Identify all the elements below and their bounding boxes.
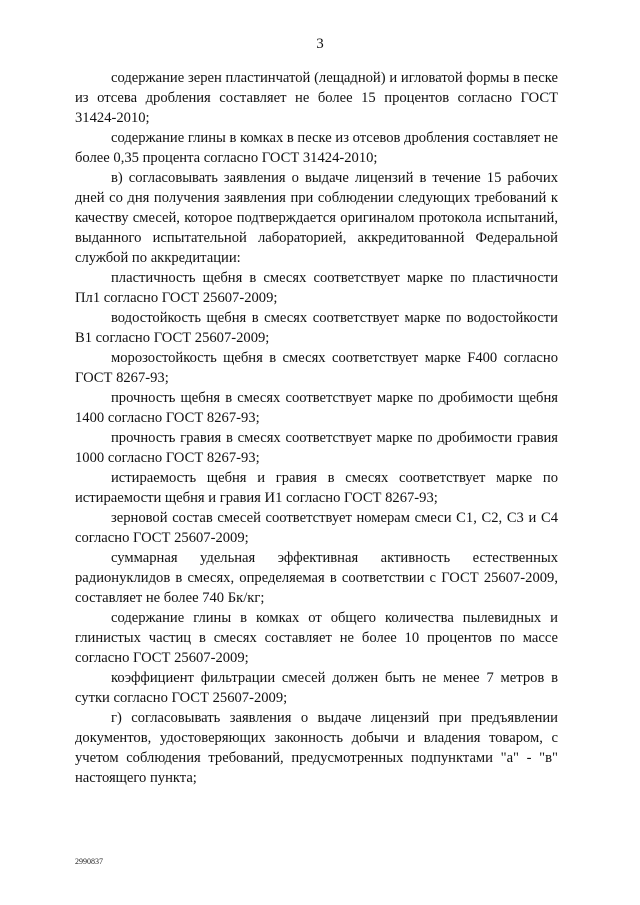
paragraph-14: г) согласовывать заявления о выдаче лицензий при предъявлении документов, удостоверяющих законность добычи и владения товаром, с учетом соблюдения требований, предусмотренных подпунктами "а" - "в" настоящего пункта; — [75, 710, 558, 786]
paragraph-9: истираемость щебня и гравия в смесях соответствует марке по истираемости щебня и гравия И1 согласно ГОСТ 8267-93; — [75, 470, 558, 506]
paragraph-10: зерновой состав смесей соответствует номерам смеси С1, С2, С3 и С4 согласно ГОСТ 25607-2009; — [75, 510, 558, 546]
paragraph-1: содержание зерен пластинчатой (лещадной) и игловатой формы в песке из отсева дробления составляет не более 15 процентов согласно ГОСТ 31424-2010; — [75, 70, 558, 126]
page-number: 3 — [316, 36, 324, 52]
paragraph-12: содержание глины в комках от общего количества пылевидных и глинистых частиц в смесях составляет не более 10 процентов по массе согласно ГОСТ 25607-2009; — [75, 610, 558, 666]
paragraph-6: морозостойкость щебня в смесях соответствует марке F400 согласно ГОСТ 8267-93; — [75, 350, 558, 386]
paragraph-2: содержание глины в комках в песке из отсевов дробления составляет не более 0,35 процента согласно ГОСТ 31424-2010; — [75, 130, 559, 166]
paragraph-5: водостойкость щебня в смесях соответствует марке по водостойкости В1 согласно ГОСТ 25607-2009; — [75, 310, 558, 346]
document-footer-code: 2990837 — [75, 857, 103, 866]
paragraph-11: суммарная удельная эффективная активность естественных радионуклидов в смесях, определяемая в соответствии с ГОСТ 25607-2009, составляет не более 740 Бк/кг; — [75, 550, 558, 606]
paragraph-7: прочность щебня в смесях соответствует марке по дробимости щебня 1400 согласно ГОСТ 8267-93; — [75, 390, 558, 426]
paragraph-8: прочность гравия в смесях соответствует марке по дробимости гравия 1000 согласно ГОСТ 8267-93; — [75, 430, 558, 466]
document-body — [75, 68, 558, 788]
paragraph-13: коэффициент фильтрации смесей должен быть не менее 7 метров в сутки согласно ГОСТ 25607-2009; — [75, 670, 558, 706]
paragraph-4: пластичность щебня в смесях соответствует марке по пластичности Пл1 согласно ГОСТ 25607-2009; — [75, 270, 558, 306]
paragraph-3: в) согласовывать заявления о выдаче лицензий в течение 15 рабочих дней со дня получения заявления при соблюдении следующих требований к качеству смесей, которое подтверждается оригиналом протокола испытаний, выданного испытательной лабораторией, аккредитованной Федеральной службой по аккредитации: — [75, 170, 558, 266]
